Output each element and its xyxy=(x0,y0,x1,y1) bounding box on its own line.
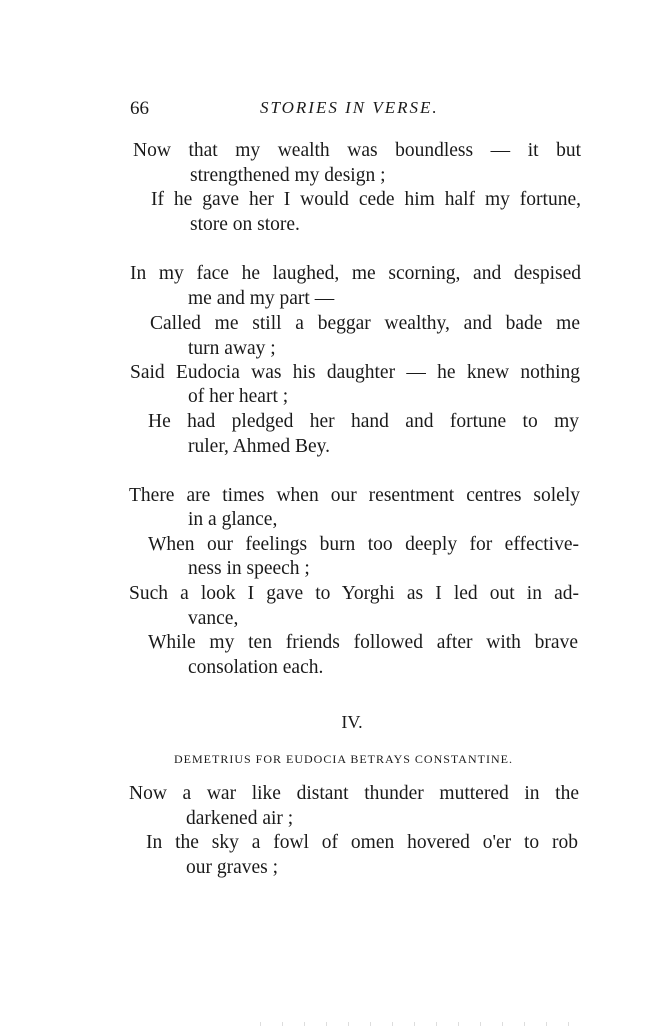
verse-line: Now a war like distant thunder muttered in the xyxy=(129,783,579,804)
verse-line: Such a look I gave to Yorghi as I led out in ad- xyxy=(129,583,579,604)
verse-line: Said Eudocia was his daughter — he knew nothing xyxy=(130,362,580,383)
verse-line: In the sky a fowl of omen hovered o'er to rob xyxy=(146,832,578,853)
verse-line: He had pledged her hand and fortune to my xyxy=(148,411,579,432)
verse-line: in a glance, xyxy=(188,509,278,530)
verse-line: vance, xyxy=(188,608,239,629)
verse-line: darkened air ; xyxy=(186,808,294,829)
page-number: 66 xyxy=(130,98,149,119)
verse-line: me and my part — xyxy=(188,288,335,309)
verse-line: If he gave her I would cede him half my fortune, xyxy=(151,189,581,210)
verse-line: of her heart ; xyxy=(188,386,289,407)
verse-line: Now that my wealth was boundless — it but xyxy=(133,140,581,161)
verse-line: our graves ; xyxy=(186,857,279,878)
running-title: STORIES IN VERSE. xyxy=(260,98,439,117)
verse-line: Called me still a beggar wealthy, and bade me xyxy=(150,313,580,334)
page-header xyxy=(130,98,580,124)
verse-line: ruler, Ahmed Bey. xyxy=(188,436,331,457)
verse-line: When our feelings burn too deeply for effective- xyxy=(148,534,579,555)
verse-line: turn away ; xyxy=(188,338,276,359)
verse-line: strengthened my design ; xyxy=(190,165,386,186)
verse-line: There are times when our resentment centres solely xyxy=(129,485,580,506)
page-edge-specks xyxy=(260,1022,590,1026)
section-number: IV. xyxy=(341,712,363,732)
section-heading: DEMETRIUS FOR EUDOCIA BETRAYS CONSTANTINE. xyxy=(174,752,513,766)
verse-line: While my ten friends followed after with brave xyxy=(148,632,578,653)
verse-line: In my face he laughed, me scorning, and despised xyxy=(130,263,581,284)
verse-line: ness in speech ; xyxy=(188,558,310,579)
verse-line: consolation each. xyxy=(188,657,324,678)
verse-line: store on store. xyxy=(190,214,300,235)
